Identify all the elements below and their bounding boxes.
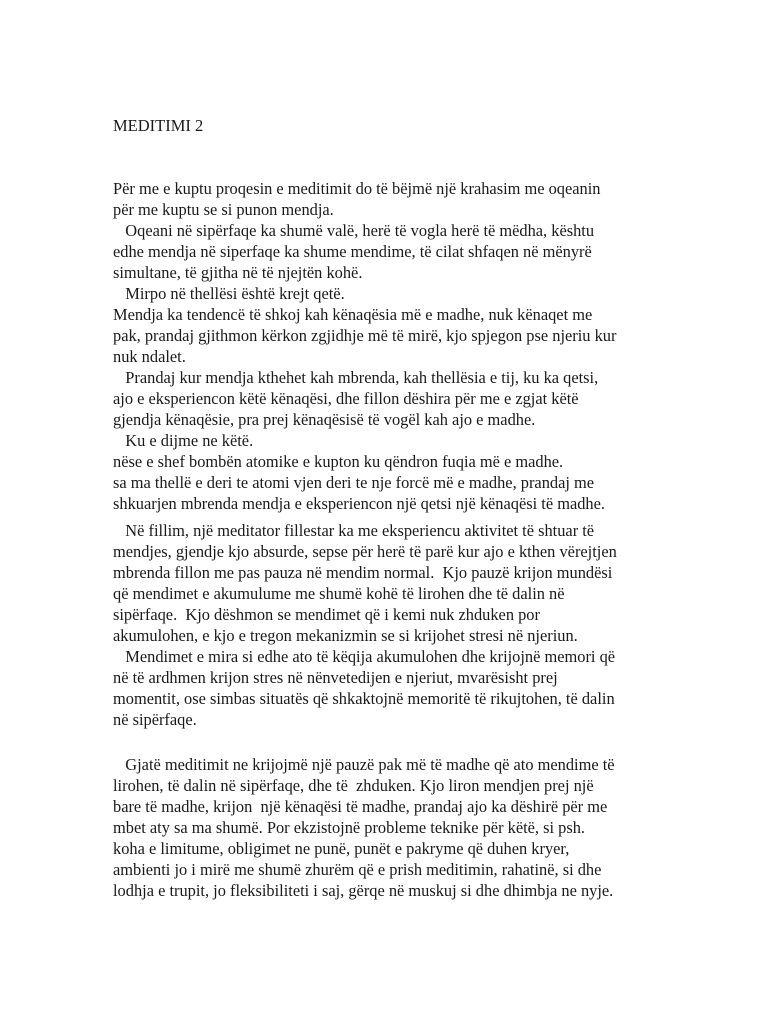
text-line: për me kuptu se si punon mendja. <box>113 200 334 219</box>
text-line: Për me e kuptu proqesin e meditimit do të bëjmë një krahasim me oqeanin <box>113 179 601 198</box>
text-line: Oqeani në sipërfaqe ka shumë valë, herë të vogla herë të mëdha, kështu <box>113 221 595 240</box>
text-line: lirohen, të dalin në sipërfaqe, dhe të zhduken. Kjo liron mendjen prej një <box>113 776 594 795</box>
text-line: në sipërfaqe. <box>113 710 197 729</box>
text-line: momentit, ose simbas situatës që shkaktojnë memoritë të rikujtohen, të dalin <box>113 689 615 708</box>
document-title: MEDITIMI 2 <box>113 116 204 135</box>
text-line: nëse e shef bombën atomike e kupton ku qëndron fuqia më e madhe. <box>113 452 564 471</box>
text-line: koha e limitume, obligimet ne punë, punët e pakryme që duhen kryer, <box>113 839 570 858</box>
text-line: nuk ndalet. <box>113 347 186 366</box>
text-line: ajo e eksperiencon këtë kënaqësi, dhe fillon dëshira për me e zgjat këtë <box>113 389 579 408</box>
text-line: ambienti jo i mirë me shumë zhurëm që e prish meditimin, rahatinë, si dhe <box>113 860 602 879</box>
text-line: mbet aty sa ma shumë. Por ekzistojnë probleme teknike për këtë, si psh. <box>113 818 586 837</box>
text-line: simultane, të gjitha në të njejtën kohë. <box>113 263 363 282</box>
text-line: Prandaj kur mendja kthehet kah mbrenda, kah thellësia e tij, ku ka qetsi, <box>113 368 599 387</box>
text-line: Në fillim, një meditator fillestar ka me eksperiencu aktivitet të shtuar të <box>113 521 595 540</box>
text-line: shkuarjen mbrenda mendja e eksperiencon një qetsi një kënaqësi të madhe. <box>113 494 605 513</box>
text-line: Mendimet e mira si edhe ato të këqija akumulohen dhe krijojnë memori që <box>113 647 616 666</box>
text-line: Mendja ka tendencë të shkoj kah kënaqësia më e madhe, nuk kënaqet me <box>113 305 593 324</box>
text-line: bare të madhe, krijon një kënaqësi të madhe, prandaj ajo ka dëshirë për me <box>113 797 608 816</box>
text-line: që mendimet e akumulume me shumë kohë të lirohen dhe të dalin në <box>113 584 565 603</box>
text-line: në të ardhmen krijon stres në nënvetedijen e njeriut, mvarësisht prej <box>113 668 558 687</box>
text-line: akumulohen, e kjo e tregon mekanizmin se si krijohet stresi në njeriun. <box>113 626 578 645</box>
text-line: Ku e dijme ne këtë. <box>113 431 254 450</box>
text-line: gjendja kënaqësie, pra prej kënaqësisë të vogël kah ajo e madhe. <box>113 410 536 429</box>
text-line: mendjes, gjendje kjo absurde, sepse për herë të parë kur ajo e kthen vërejtjen <box>113 542 617 561</box>
text-line: sipërfaqe. Kjo dëshmon se mendimet që i kemi nuk zhduken por <box>113 605 540 624</box>
text-line: lodhja e trupit, jo fleksibiliteti i saj, gërqe në muskuj si dhe dhimbja ne nyje. <box>113 881 614 900</box>
text-line: Gjatë meditimit ne krijojmë një pauzë pak më të madhe që ato mendime të <box>113 755 615 774</box>
text-line: edhe mendja në siperfaqe ka shume mendime, të cilat shfaqen në mënyrë <box>113 242 592 261</box>
text-line: mbrenda fillon me pas pauza në mendim normal. Kjo pauzë krijon mundësi <box>113 563 613 582</box>
text-line: pak, prandaj gjithmon kërkon zgjidhje më të mirë, kjo spjegon pse njeriu kur <box>113 326 617 345</box>
text-line: Mirpo në thellësi është krejt qetë. <box>113 284 345 303</box>
text-line: sa ma thellë e deri te atomi vjen deri te nje forcë më e madhe, prandaj me <box>113 473 595 492</box>
